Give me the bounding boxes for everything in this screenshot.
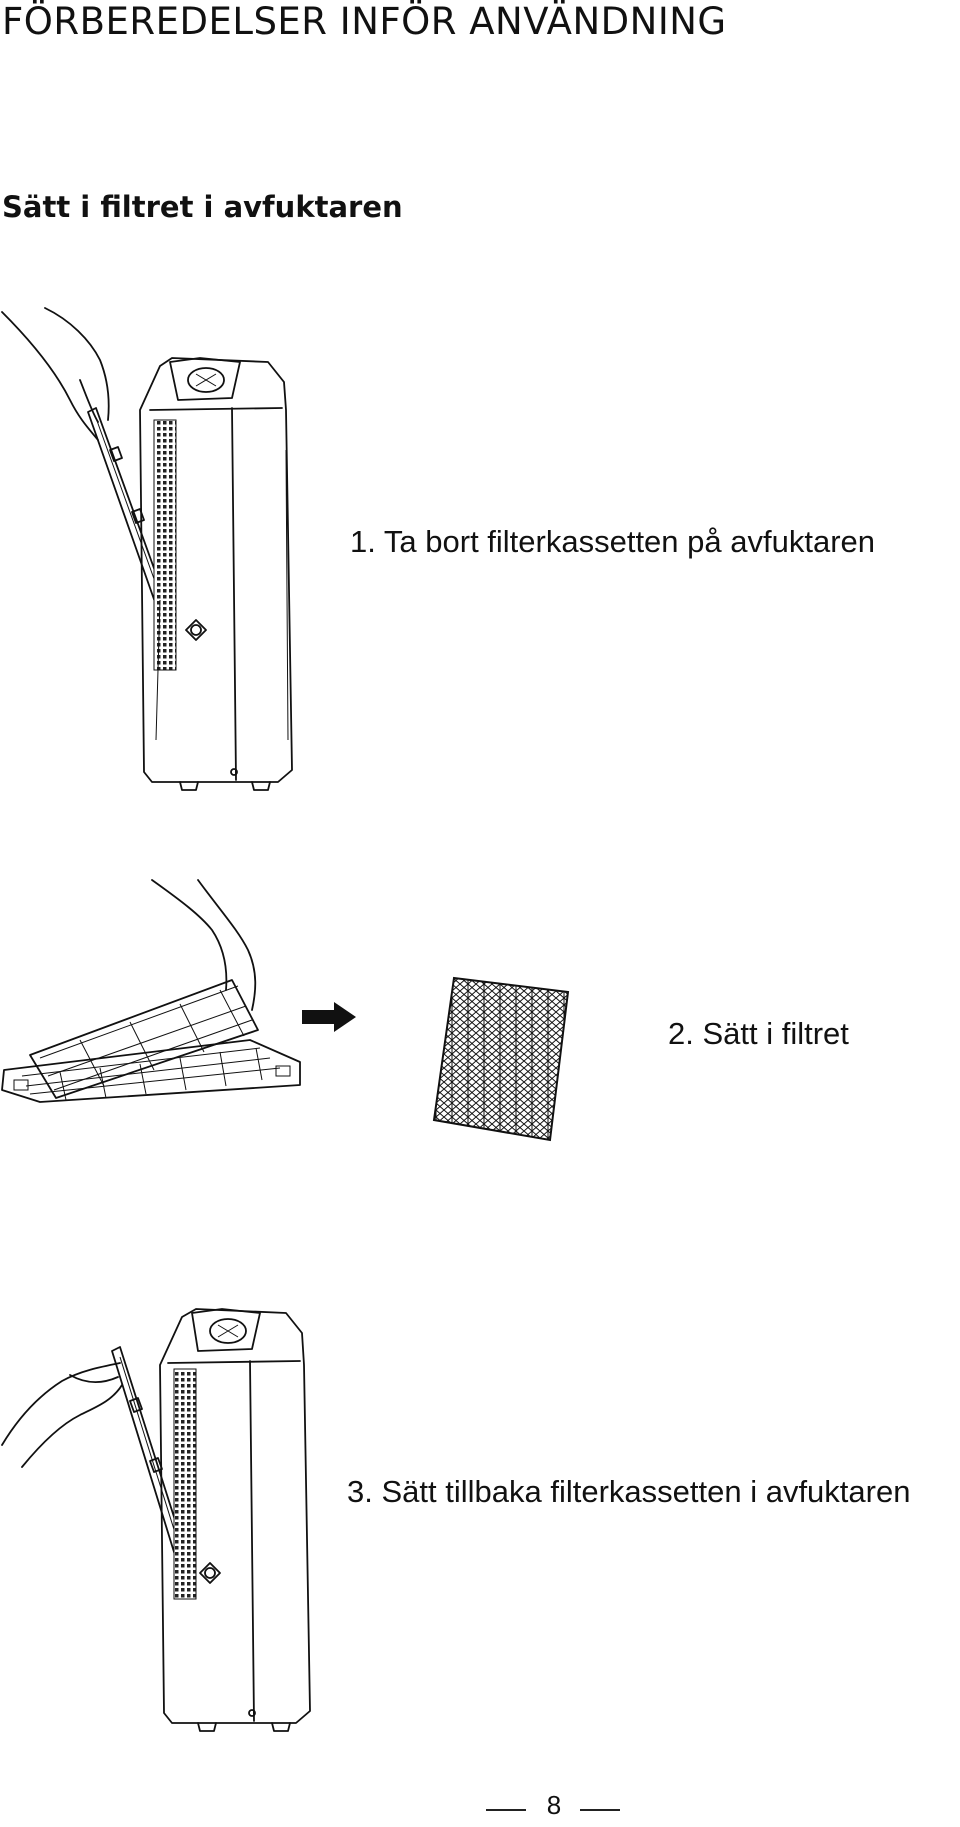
- arrow-right-icon: [300, 1000, 360, 1034]
- step-2-label: 2. Sätt i filtret: [668, 1016, 849, 1051]
- step-1-label: 1. Ta bort filterkassetten på avfuktaren: [350, 524, 876, 559]
- footer-rule-left: [486, 1809, 526, 1811]
- footer-rule-right: [580, 1809, 620, 1811]
- filter-tray-illustration: [0, 880, 320, 1130]
- page-title: FÖRBEREDELSER INFÖR ANVÄNDNING: [2, 0, 727, 43]
- filter-sheet-icon: [428, 970, 578, 1150]
- page-footer: [0, 1790, 960, 1826]
- page-number: 8: [546, 1790, 562, 1820]
- dehumidifier-reinsertion-illustration: [0, 1305, 320, 1745]
- section-title: Sätt i filtret i avfuktaren: [2, 190, 403, 224]
- step-3-label: 3. Sätt tillbaka filterkassetten i avfuktaren: [347, 1474, 911, 1509]
- dehumidifier-removal-illustration: [0, 300, 320, 800]
